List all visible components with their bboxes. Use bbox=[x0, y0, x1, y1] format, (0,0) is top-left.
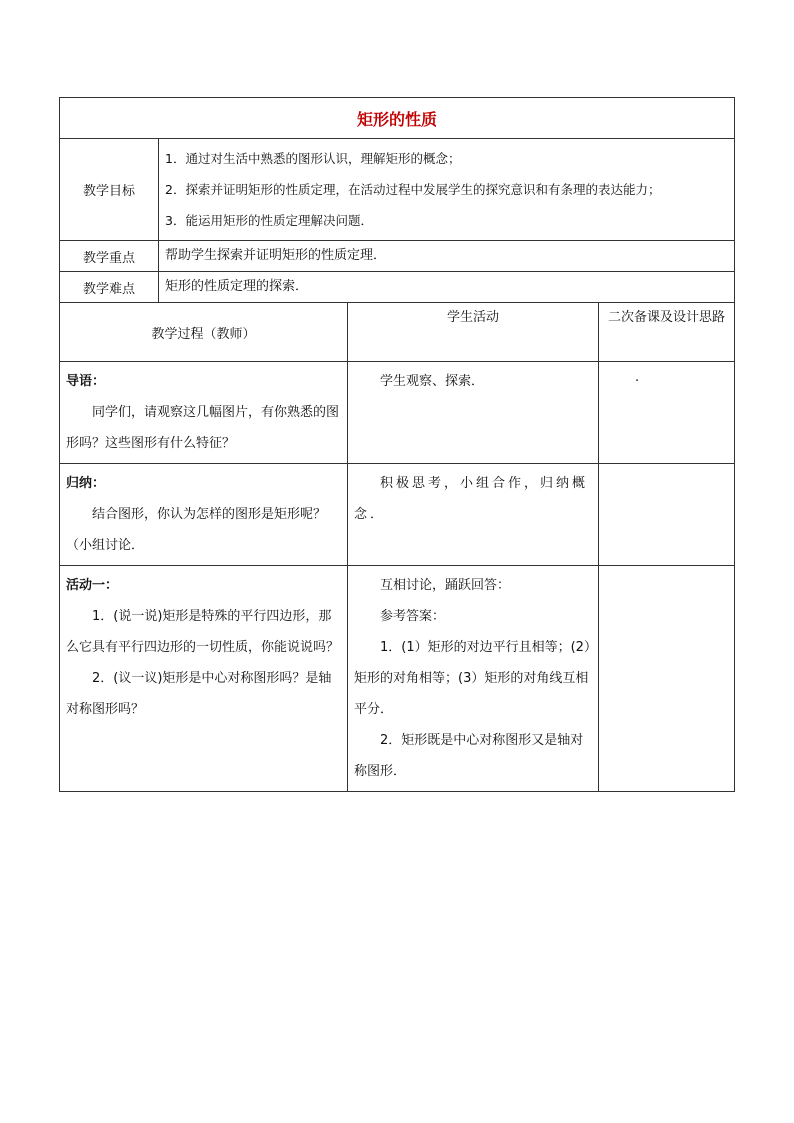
goals-label: 教学目标 bbox=[60, 139, 159, 241]
section-activity-student bbox=[348, 566, 599, 792]
student-text: 学生观察、探索． bbox=[380, 374, 485, 389]
section-heading: 活动一： bbox=[66, 578, 119, 593]
goal-item: 1．通过对生活中熟悉的图形认识，理解矩形的概念； bbox=[165, 151, 461, 166]
section-text: 1．(说一说)矩形是特殊的平行四边形，那么它具有平行四边形的一切性质，你能说说吗？ bbox=[66, 609, 340, 655]
difficulty-text: 矩形的性质定理的探索． bbox=[159, 272, 735, 303]
key-point-label: 教学重点 bbox=[60, 241, 159, 272]
student-text: 积极思考，小组合作，归纳概念． bbox=[354, 476, 589, 522]
column-header-student: 学生活动 bbox=[348, 303, 599, 362]
section-text: 2．(议一议)矩形是中心对称图形吗？是轴对称图形吗？ bbox=[66, 671, 332, 717]
section-text: 同学们，请观察这几幅图片，有你熟悉的图形吗？这些图形有什么特征？ bbox=[66, 405, 340, 451]
column-header-note: 二次备课及设计思路 bbox=[599, 303, 735, 362]
section-intro-student bbox=[348, 362, 599, 464]
section-summary-student bbox=[348, 464, 599, 566]
goals-content bbox=[159, 139, 735, 241]
student-text: 2．矩形既是中心对称图形又是轴对称图形． bbox=[354, 733, 584, 779]
goal-item: 3．能运用矩形的性质定理解决问题． bbox=[165, 213, 373, 228]
section-heading: 导语： bbox=[66, 374, 106, 389]
section-text: 结合图形，你认为怎样的图形是矩形呢？（小组讨论． bbox=[66, 507, 327, 553]
key-point-text: 帮助学生探索并证明矩形的性质定理． bbox=[159, 241, 735, 272]
section-summary-note bbox=[599, 464, 735, 566]
student-text: 互相讨论，踊跃回答： bbox=[380, 578, 511, 593]
student-text: 参考答案： bbox=[380, 609, 446, 624]
section-summary-teacher bbox=[60, 464, 348, 566]
section-activity-note bbox=[599, 566, 735, 792]
goal-item: 2．探索并证明矩形的性质定理，在活动过程中发展学生的探究意识和有条理的表达能力； bbox=[165, 182, 661, 197]
column-header-teacher: 教学过程（教师） bbox=[60, 303, 348, 362]
difficulty-label: 教学难点 bbox=[60, 272, 159, 303]
section-heading: 归纳： bbox=[66, 476, 106, 491]
lesson-plan-table bbox=[59, 97, 735, 792]
section-intro-teacher bbox=[60, 362, 348, 464]
section-activity-teacher bbox=[60, 566, 348, 792]
section-intro-note: . bbox=[599, 362, 735, 464]
student-text: 1．(1）矩形的对边平行且相等；(2）矩形的对角相等；(3）矩形的对角线互相平分． bbox=[354, 640, 591, 717]
page-title: 矩形的性质 bbox=[60, 98, 735, 139]
